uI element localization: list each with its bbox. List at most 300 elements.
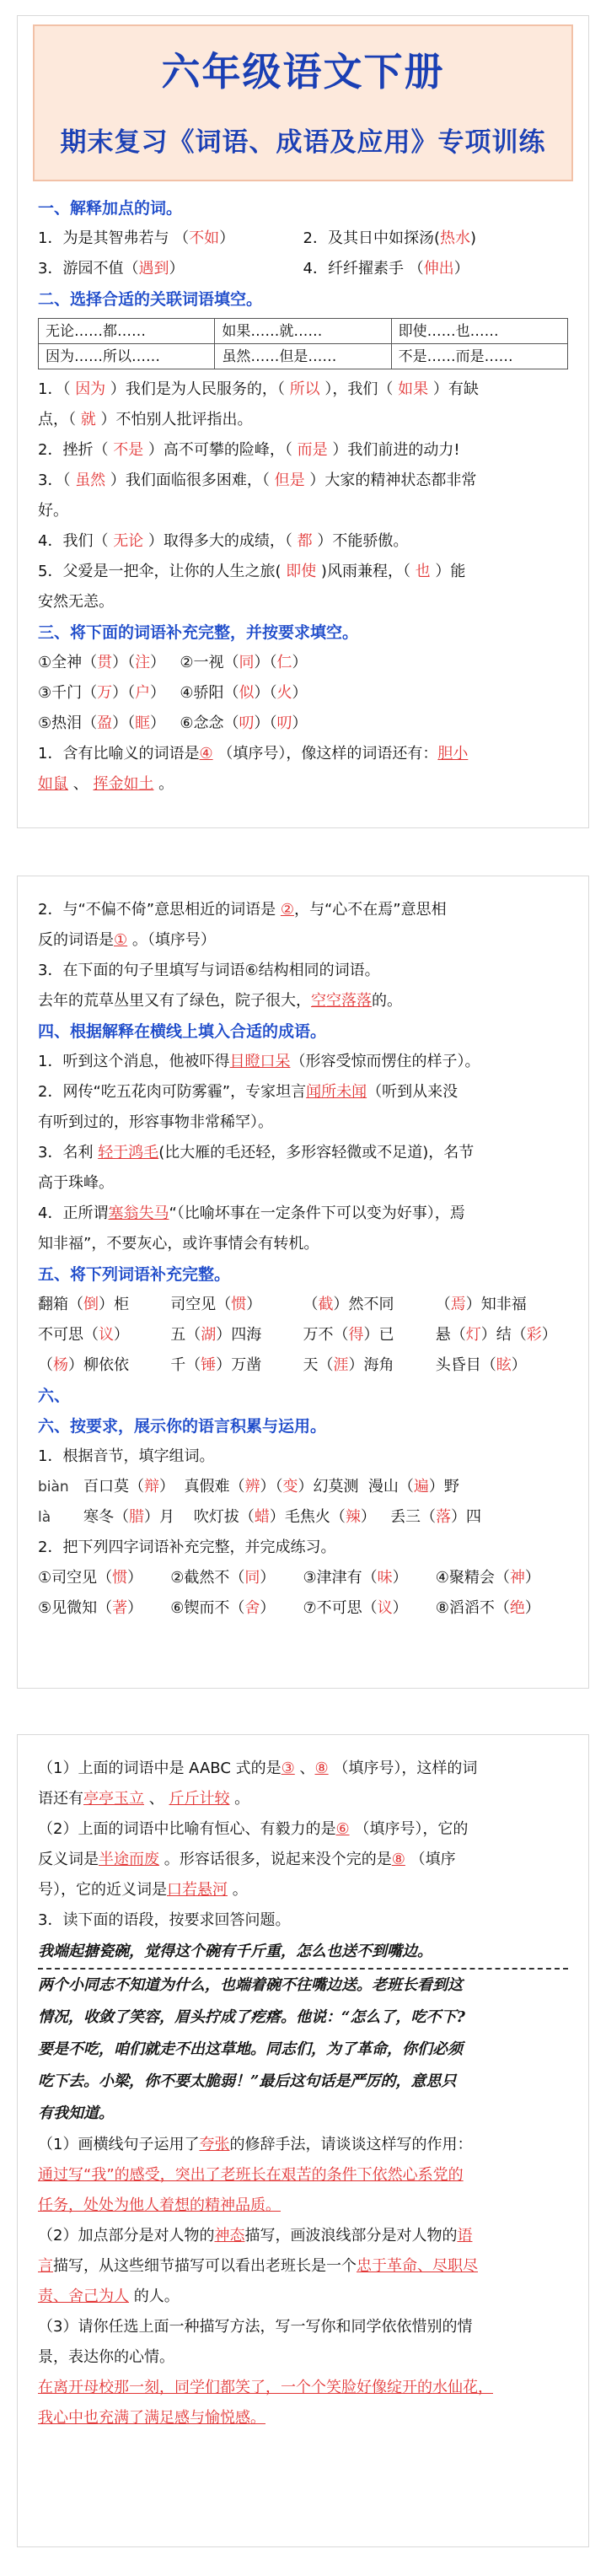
question-text: 的修辞手法，请谈谈这样写的作用：: [229, 2136, 473, 2153]
answer-text: 热水: [439, 229, 470, 247]
question-text: ）: [292, 654, 308, 671]
answer-text: 眩: [496, 1356, 512, 1374]
worksheet-card-3: [17, 1734, 589, 2547]
question-text: ）毛焦火（: [269, 1508, 346, 1526]
idiom-row: [38, 1290, 568, 1320]
answer-text: 锤: [201, 1356, 217, 1374]
worksheet-title: 六年级语文下册: [161, 49, 445, 94]
question-text: ）大家的精神状态都非常: [304, 472, 477, 489]
question-text: (比大雁的毛还轻，多形容轻微或不足道)，名节: [158, 1144, 475, 1161]
section-heading: 二、选择合适的关联词语填空。: [38, 290, 263, 309]
question-text: 1．为是其智弗若与 （: [38, 229, 190, 247]
question-text: ）: [511, 1356, 527, 1374]
question-text: ）我们前进的动力!: [327, 441, 460, 459]
answer-text: 涯: [333, 1356, 349, 1374]
answer-text: 不如: [189, 229, 220, 247]
question-text: 4．正所谓: [38, 1204, 109, 1222]
answer-text: 著: [112, 1599, 128, 1617]
answer-text: 火: [276, 684, 292, 702]
question-line: [38, 769, 568, 800]
question-text: ）野: [428, 1478, 459, 1495]
question-text: ）（: [260, 1478, 283, 1495]
answer-text: 遍: [413, 1478, 429, 1495]
answer-text: ①: [114, 931, 128, 949]
question-line: [38, 1784, 568, 1814]
answer-line: 在离开母校那一刻，同学们都笑了，一个个笑脸好像绽开的水仙花，: [38, 2379, 493, 2396]
question-text: 号），它的近义词是: [38, 1881, 167, 1899]
table-cell: 不是……而是……: [391, 344, 567, 369]
answer-text: 责、舍己为人: [38, 2288, 129, 2305]
table-cell: 无论……都……: [39, 319, 215, 344]
question-text: 五（: [170, 1326, 201, 1344]
table-row: [39, 344, 568, 369]
answer-text: 注: [135, 654, 151, 671]
question-text: 丢三（: [390, 1508, 437, 1526]
question-text: 点，（: [38, 411, 81, 428]
idiom-item: [38, 1290, 170, 1320]
question-line: [38, 2282, 568, 2312]
question-line: [38, 739, 568, 769]
question-text: 漫山（: [367, 1478, 414, 1495]
question-text: 悬（: [435, 1326, 466, 1344]
question-text: ⑤热泪（: [38, 714, 98, 732]
question-text: （形容受惊而愣住的样子）。: [290, 1053, 480, 1070]
table-cell: 因为……所以……: [39, 344, 215, 369]
question-text: ④聚精会（: [435, 1569, 510, 1587]
answer-text: 目瞪口呆: [229, 1053, 291, 1070]
question-text: ）月: [144, 1508, 174, 1526]
question-line: 3．读下面的语段，按要求回答问题。: [38, 1911, 291, 1929]
question-text: 百口莫（: [83, 1478, 144, 1495]
question-text: ③千门（: [38, 684, 98, 702]
question-text: ）: [292, 684, 308, 702]
question-text: ④骄阳（: [180, 684, 239, 702]
answer-text: 即使: [286, 563, 317, 580]
pinyin-row: [38, 1472, 568, 1502]
section-heading: 六、按要求，展示你的语言积累与运用。: [38, 1417, 327, 1436]
question-text: ）已: [363, 1326, 394, 1344]
question-text: 。: [229, 1790, 250, 1808]
question-text: ）: [260, 1569, 276, 1587]
question-text: ）: [150, 714, 166, 732]
section-heading: 六、: [38, 1387, 71, 1405]
question-text: ）: [219, 229, 235, 247]
question-text: ）然不同: [333, 1296, 394, 1313]
question-line: [38, 925, 568, 956]
section-heading: 五、将下列词语补充完整。: [38, 1265, 231, 1284]
question-text: ）（: [112, 684, 136, 702]
idiom-item: [303, 1350, 436, 1381]
question-text: 5．父爱是一把伞，让你的人生之旅(: [38, 563, 287, 580]
answer-text: 杨: [53, 1356, 68, 1374]
question-text: 描写，从这些细节描写可以看出老班长是一个: [53, 2257, 357, 2275]
table-cell: 虽然……但是……: [215, 344, 391, 369]
answer-text: 贯: [97, 654, 113, 671]
answer-text: 得: [348, 1326, 364, 1344]
question-text: （填序: [405, 1851, 456, 1868]
answer-text: 倒: [83, 1296, 99, 1313]
question-text: “（比喻坏事在一定条件下可以变为好事），焉: [169, 1204, 465, 1222]
question-text: ）有缺: [428, 380, 479, 398]
idiom-row: [38, 678, 568, 709]
question-text: ）（: [254, 684, 277, 702]
question-text: 2．网传“吃五花肉可防雾霾”，专家坦言: [38, 1083, 307, 1101]
answer-text: 仁: [276, 654, 292, 671]
section-heading: 三、将下面的词语补充完整，并按要求填空。: [38, 623, 359, 642]
answer-text: 腊: [129, 1508, 144, 1526]
question-text: 、: [144, 1790, 169, 1808]
question-text: ）: [150, 684, 166, 702]
idiom-row: [38, 1563, 568, 1593]
question-line: 有听到过的，形容事物非常稀罕）。: [38, 1113, 273, 1131]
answer-text: 语: [457, 2227, 473, 2245]
question-text: 天（: [303, 1356, 334, 1374]
answer-text: 户: [135, 684, 151, 702]
idiom-item: [436, 1350, 568, 1381]
question-line: [38, 1138, 568, 1168]
question-line: 3．在下面的句子里填写与词语⑥结构相同的词语。: [38, 962, 380, 979]
answer-text: 舍: [244, 1599, 260, 1617]
question-text: 4．纤纤擢素手 （: [303, 260, 424, 278]
answer-text: 眶: [135, 714, 151, 732]
answer-text: 所以: [289, 380, 320, 398]
question-text: ）海角: [348, 1356, 394, 1374]
idiom-row: [38, 1320, 568, 1350]
question-text: ⑥念念（: [180, 714, 239, 732]
question-line: [38, 405, 568, 435]
answer-text: 焉: [450, 1296, 466, 1313]
question-text: （2）加点部分是对人物的: [38, 2227, 215, 2245]
question-text: ）柜: [99, 1296, 129, 1313]
answer-text: 如果: [398, 380, 429, 398]
worksheet-card-1: [17, 15, 589, 828]
reading-passage-line: 两个小同志不知道为什么，也端着碗不往嘴边送。老班长看到这: [38, 1976, 463, 1994]
question-text: ）（: [112, 654, 136, 671]
question-text: ）: [260, 1599, 276, 1617]
idiom-item: [436, 1320, 568, 1350]
answer-text: 但是: [274, 472, 305, 489]
section-heading: 四、根据解释在横线上填入合适的成语。: [38, 1022, 327, 1041]
question-line: [38, 526, 568, 557]
question-text: ）: [127, 1599, 143, 1617]
answer-text: 亭亭玉立: [83, 1790, 144, 1808]
answer-text: 口若悬河: [167, 1881, 228, 1899]
answer-text: 叨: [276, 714, 292, 732]
answer-text: 夸张: [199, 2136, 230, 2153]
answer-text: 虽然: [75, 472, 106, 489]
reading-passage-line: 情况，收敛了笑容，眉头拧成了疙瘩。他说：“怎么了，吃不下?: [38, 2008, 465, 2026]
conjunction-table: [38, 318, 568, 369]
question-text: 1．（: [38, 380, 76, 398]
answer-text: 就: [80, 411, 96, 428]
question-text: 真假难（: [184, 1478, 245, 1495]
answer-text: 截: [318, 1296, 334, 1313]
answer-text: 忠于革命、尽职尽: [357, 2257, 478, 2275]
question-text: ）结（: [480, 1326, 527, 1344]
question-item: [38, 224, 303, 254]
table-cell: 如果……就……: [215, 319, 391, 344]
question-text: 万不（: [303, 1326, 349, 1344]
question-text: ②截然不（: [170, 1569, 245, 1587]
question-text: ）: [541, 1326, 557, 1344]
idiom-item: [170, 1320, 303, 1350]
idiom-item: [38, 1563, 170, 1593]
answer-line: 我心中也充满了满足感与愉悦感。: [38, 2409, 265, 2427]
idiom-item: [303, 1290, 436, 1320]
answer-text: 胆小: [437, 745, 469, 763]
question-text: （2）上面的词语中比喻有恒心、有毅力的是: [38, 1820, 336, 1838]
reading-passage-line: 吃下去。小梁，你不要太脆弱！”最后这句话是严厉的，意思只: [38, 2072, 457, 2090]
question-text: 千（: [170, 1356, 201, 1374]
question-text: ）取得多大的成绩，（: [143, 532, 298, 550]
answer-text: 蜡: [254, 1508, 270, 1526]
question-text: ）我们面临很多困难，（: [105, 472, 275, 489]
question-text: ⑧滔滔不（: [435, 1599, 510, 1617]
answer-text: 不是: [113, 441, 144, 459]
question-text: ③津津有（: [303, 1569, 378, 1587]
question-text: ），我们（: [319, 380, 399, 398]
question-line: [38, 435, 568, 466]
question-text: ⑦不可思（: [303, 1599, 378, 1617]
question-text: 语还有: [38, 1790, 83, 1808]
answer-text: 灯: [465, 1326, 481, 1344]
answer-text: 无论: [113, 532, 144, 550]
question-text: 2．挫折（: [38, 441, 114, 459]
question-text: ⑤见微知（: [38, 1599, 113, 1617]
idiom-row: [38, 1593, 568, 1624]
question-text: ）不怕别人批评指出。: [95, 411, 253, 428]
question-line: [38, 1077, 568, 1107]
question-line: 景，表达你的心情。: [38, 2348, 174, 2366]
question-text: ）高不可攀的险峰，（: [143, 441, 298, 459]
question-text: ）幻莫测: [298, 1478, 359, 1495]
answer-text: 万: [97, 684, 113, 702]
idiom-row: [38, 1350, 568, 1381]
answer-text: 伸出: [423, 260, 454, 278]
question-text: 反义词是: [38, 1851, 99, 1868]
question-text: 头昏目（: [435, 1356, 496, 1374]
question-text: ）四海: [216, 1326, 262, 1344]
question-text: ②一视（: [180, 654, 239, 671]
idiom-item: [436, 1563, 568, 1593]
question-text: 。: [153, 775, 174, 793]
question-text: 翻箱（: [38, 1296, 83, 1313]
question-line: [38, 1199, 568, 1229]
question-text: 、: [68, 775, 94, 793]
answer-line: 通过写“我”的感受，突出了老班长在艰苦的条件下依然心系党的: [38, 2166, 464, 2184]
idiom-item: [303, 1320, 436, 1350]
idiom-item: [38, 1593, 170, 1624]
answer-text: 辩: [144, 1478, 159, 1495]
idiom-item: [170, 1290, 303, 1320]
question-text: 吹灯拔（: [193, 1508, 255, 1526]
question-text: （1）上面的词语中是 AABC 式的是: [38, 1760, 282, 1777]
question-line: [38, 1754, 568, 1784]
answer-text: 闻所未闻: [306, 1083, 367, 1101]
answer-text: 遇到: [138, 260, 169, 278]
reading-passage-line: 要是不吃，咱们就走不出这草地。同志们，为了革命，你们必须: [38, 2040, 463, 2058]
answer-text: ⑧: [391, 1851, 405, 1868]
question-text: )风雨兼程，（: [316, 563, 416, 580]
answer-text: 同: [244, 1569, 260, 1587]
question-text: ）能: [430, 563, 466, 580]
answer-text: 神: [509, 1569, 525, 1587]
answer-text: 惯: [231, 1296, 247, 1313]
question-text: 反的词语是: [38, 931, 114, 949]
question-text: 不可思（: [38, 1326, 99, 1344]
answer-text: 味: [377, 1569, 393, 1587]
question-text: （: [435, 1296, 451, 1313]
answer-text: 也: [415, 563, 431, 580]
idiom-item: [170, 1350, 303, 1381]
question-text: ）: [114, 1326, 129, 1344]
question-line: 高于珠峰。: [38, 1174, 114, 1192]
question-text: （: [303, 1296, 319, 1313]
pinyin-label: là: [38, 1509, 51, 1526]
question-text: （: [38, 1356, 53, 1374]
question-text: ）（: [112, 714, 136, 732]
idiom-item: [38, 1320, 170, 1350]
question-text: ）: [392, 1599, 408, 1617]
answer-text: 绝: [509, 1599, 525, 1617]
question-text: ）: [392, 1569, 408, 1587]
question-line: [38, 466, 568, 496]
question-text: 去年的荒草丛里又有了绿色，院子很大，: [38, 992, 311, 1010]
question-row: [38, 224, 568, 254]
answer-text: 彩: [526, 1326, 542, 1344]
answer-text: ⑧: [314, 1760, 329, 1777]
idiom-row: [38, 709, 568, 739]
answer-text: 议: [99, 1326, 114, 1344]
question-text: 。: [228, 1881, 248, 1899]
question-text: ): [469, 229, 477, 247]
question-text: ）万凿: [216, 1356, 262, 1374]
answer-text: 都: [297, 532, 313, 550]
question-line: [38, 1814, 568, 1845]
question-text: ）: [246, 1296, 262, 1313]
answer-text: ④: [199, 745, 213, 763]
question-text: ，与“心不在焉”意思相: [293, 901, 447, 919]
idiom-item: [436, 1290, 568, 1320]
question-text: ）: [360, 1508, 376, 1526]
question-text: ）（: [254, 714, 277, 732]
answer-text: 变: [282, 1478, 298, 1495]
answer-text: 惯: [112, 1569, 128, 1587]
idiom-item: [436, 1593, 568, 1624]
answer-text: 挥金如土: [93, 775, 154, 793]
answer-text: ②: [280, 901, 294, 919]
answer-text: 轻于鸿毛: [98, 1144, 159, 1161]
question-item: [38, 254, 303, 284]
pinyin-row: [38, 1502, 568, 1533]
reading-passage-line: 有我知道。: [38, 2104, 114, 2122]
idiom-item: [170, 1563, 303, 1593]
question-item: [303, 254, 569, 284]
worksheet-header: [33, 24, 573, 181]
idiom-row: [38, 648, 568, 678]
question-line: [38, 375, 568, 405]
question-line: [38, 1875, 568, 1905]
question-text: 3．游园不值（: [38, 260, 139, 278]
answer-text: 辣: [345, 1508, 361, 1526]
idiom-item: [303, 1593, 436, 1624]
question-line: [38, 1047, 568, 1077]
question-text: （填序号），这样的词: [328, 1760, 478, 1777]
idiom-item: [38, 1350, 170, 1381]
question-text: ①司空见（: [38, 1569, 113, 1587]
question-line: [38, 557, 568, 587]
question-line: 2．把下列四字词语补充完整，并完成练习。: [38, 1539, 336, 1556]
answer-text: 似: [239, 684, 255, 702]
question-line: [38, 1845, 568, 1875]
question-line: 1．根据音节，填字组词。: [38, 1447, 215, 1465]
question-text: （听到从来没: [367, 1083, 459, 1101]
question-text: 。形容话很多，说起来没个完的是: [159, 1851, 392, 1868]
question-text: ）: [524, 1599, 540, 1617]
question-text: ）: [453, 260, 469, 278]
worksheet-card-2: [17, 876, 589, 1689]
answer-text: 空空落落: [311, 992, 372, 1010]
question-text: ）: [292, 714, 308, 732]
question-text: ）: [524, 1569, 540, 1587]
question-text: 。（填序号）: [127, 931, 216, 949]
answer-text: 同: [239, 654, 255, 671]
question-text: （填序号），它的: [349, 1820, 469, 1838]
question-text: ）我们是为人民服务的，（: [105, 380, 290, 398]
question-text: 、: [294, 1760, 315, 1777]
question-line: [38, 2251, 568, 2282]
answer-text: 辨: [244, 1478, 260, 1495]
question-line: （3）请你任选上面一种描写方法，写一写你和同学依依惜别的情: [38, 2318, 473, 2336]
answer-text: 盈: [97, 714, 113, 732]
question-text: 的人。: [129, 2288, 180, 2305]
answer-text: 落: [436, 1508, 452, 1526]
question-text: 3．名利: [38, 1144, 99, 1161]
section-heading: 一、解释加点的词。: [38, 199, 183, 218]
answer-text: 言: [38, 2257, 53, 2275]
table-row: [39, 319, 568, 344]
question-text: 描写，画波浪线部分是对人物的: [244, 2227, 458, 2245]
question-line: 知非福”，不要灰心，或许事情会有转机。: [38, 1235, 319, 1253]
answer-text: 神态: [214, 2227, 245, 2245]
answer-text: 议: [377, 1599, 393, 1617]
question-text: （填序号），像这样的词语还有：: [212, 745, 438, 763]
answer-text: ⑥: [335, 1820, 350, 1838]
answer-line: 任务，处处为他人着想的精神品质。: [38, 2196, 281, 2214]
idiom-item: [170, 1593, 303, 1624]
card-3-body: [18, 1735, 588, 2433]
answer-text: 半途而废: [99, 1851, 159, 1868]
question-text: ）: [169, 260, 185, 278]
card-1-body: [18, 181, 588, 800]
question-line: [38, 986, 568, 1016]
question-text: 的。: [372, 992, 402, 1010]
card-2-body: [18, 876, 588, 1624]
question-text: ）（: [254, 654, 277, 671]
answer-text: ③: [281, 1760, 295, 1777]
answer-text: 而是: [297, 441, 328, 459]
question-text: ）: [150, 654, 166, 671]
answer-text: 斤斤计较: [169, 1790, 230, 1808]
reading-passage-line: 我端起搪瓷碗，觉得这个碗有千斤重，怎么也送不到嘴边。: [38, 1936, 568, 1970]
question-text: 1．听到这个消息，他被吓得: [38, 1053, 230, 1070]
question-text: 2．及其日中如探汤(: [303, 229, 440, 247]
idiom-item: [303, 1563, 436, 1593]
answer-text: 湖: [201, 1326, 217, 1344]
question-row: [38, 254, 568, 284]
question-text: ）四: [451, 1508, 482, 1526]
question-text: ①全神（: [38, 654, 98, 671]
